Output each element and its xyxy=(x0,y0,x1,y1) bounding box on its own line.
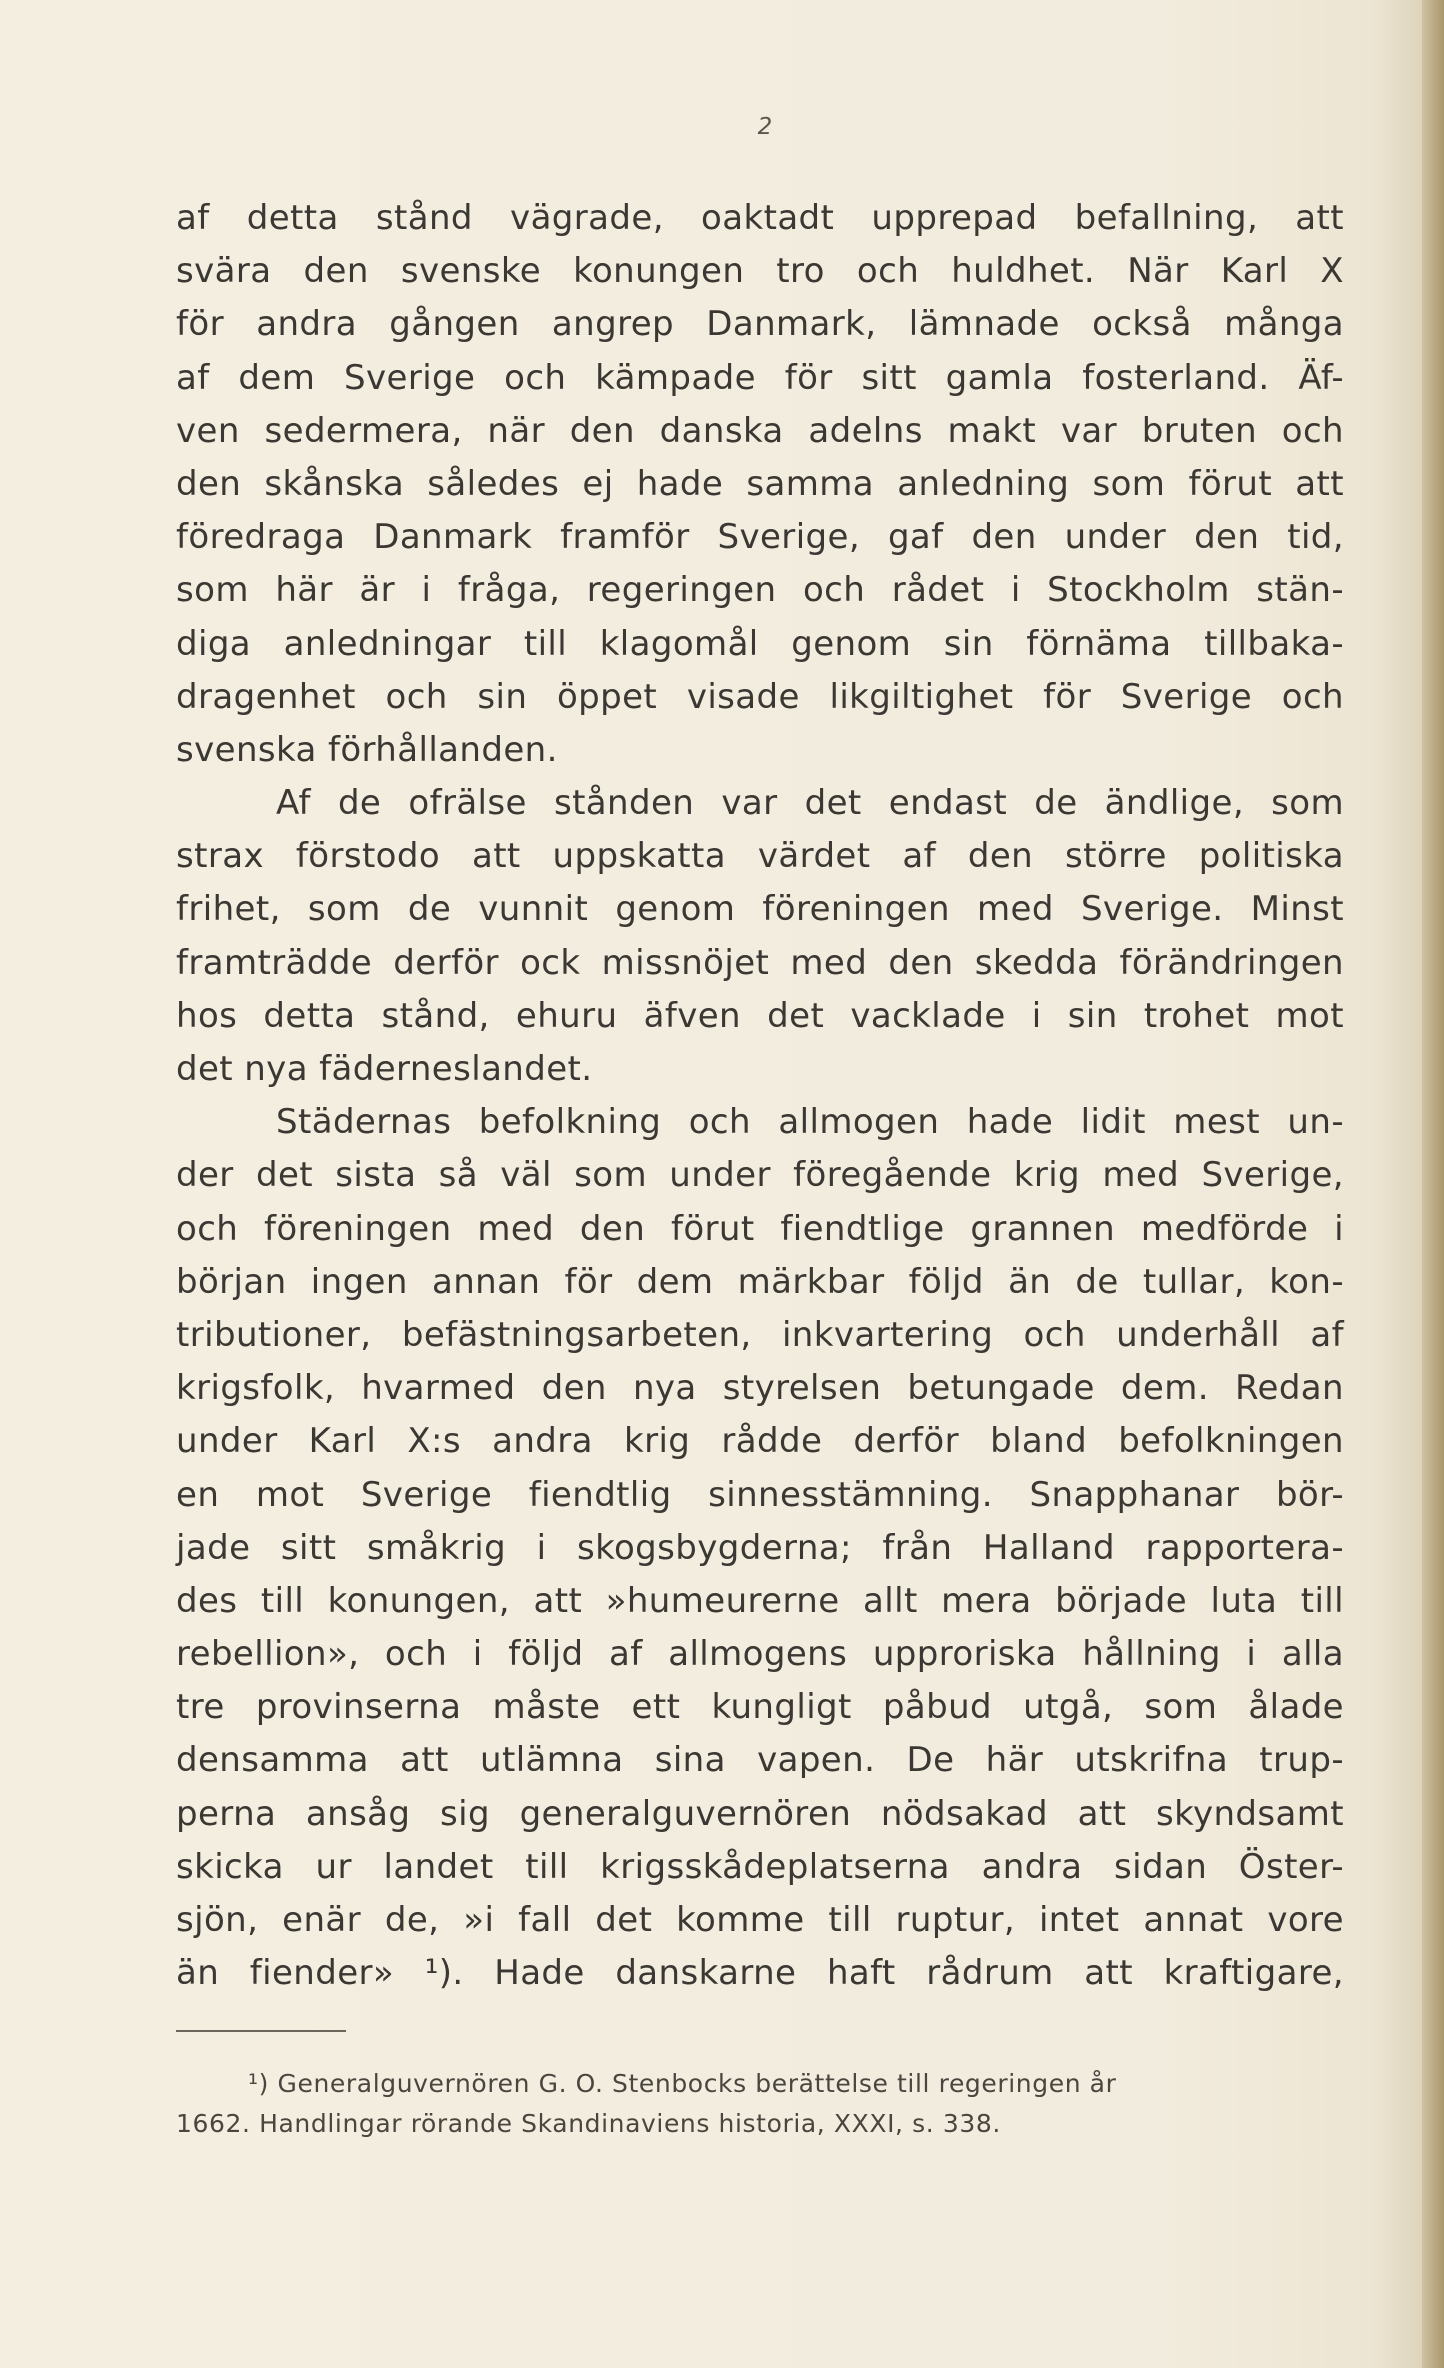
text-line: strax förstodo att uppskatta värdet af den större politiska xyxy=(176,836,1344,877)
text-line: dragenhet och sin öppet visade likgiltighet för Sverige och xyxy=(176,676,1344,717)
text-line: tributioner, befästningsarbeten, inkvartering och underhåll af xyxy=(176,1314,1344,1355)
text-line: framträdde derför ock missnöjet med den skedda förändringen xyxy=(176,942,1344,983)
text-line: under Karl X:s andra krig rådde derför bland befolkningen xyxy=(176,1421,1344,1462)
text-line: jade sitt småkrig i skogsbygderna; från Halland rapportera- xyxy=(176,1527,1344,1568)
text-line: densamma att utlämna sina vapen. De här utskrifna trup- xyxy=(176,1740,1344,1781)
text-line: frihet, som de vunnit genom föreningen med Sverige. Minst xyxy=(176,889,1344,930)
text-line: ven sedermera, när den danska adelns makt var bruten och xyxy=(176,410,1344,451)
footnote-line: ¹) Generalguvernören G. O. Stenbocks berättelse till regeringen år xyxy=(248,2069,1117,2098)
text-line: början ingen annan för dem märkbar följd än de tullar, kon- xyxy=(176,1261,1344,1302)
text-line: och föreningen med den förut fiendtlige grannen medförde i xyxy=(176,1208,1344,1249)
text-line: perna ansåg sig generalguvernören nödsakad att skyndsamt xyxy=(176,1793,1344,1834)
page-binding-edge xyxy=(1422,0,1444,2368)
footnote xyxy=(176,2064,1344,2144)
text-line: hos detta stånd, ehuru äfven det vacklade i sin trohet mot xyxy=(176,995,1344,1036)
text-line: diga anledningar till klagomål genom sin förnäma tillbaka- xyxy=(176,623,1344,664)
text-line: Af de ofrälse stånden var det endast de ändlige, som xyxy=(276,783,1344,824)
text-line: en mot Sverige fiendtlig sinnesstämning. Snapphanar bör- xyxy=(176,1474,1344,1515)
text-line: sjön, enär de, »i fall det komme till ruptur, intet annat vore xyxy=(176,1900,1344,1940)
text-line: skicka ur landet till krigsskådeplatserna andra sidan Öster- xyxy=(176,1846,1344,1887)
text-line: svenska förhållanden. xyxy=(176,729,558,770)
text-line: krigsfolk, hvarmed den nya styrelsen betungade dem. Redan xyxy=(176,1368,1344,1409)
text-line: der det sista så väl som under föregående krig med Sverige, xyxy=(176,1155,1344,1196)
text-line: svära den svenske konungen tro och huldhet. När Karl X xyxy=(176,251,1344,292)
page-number: 2 xyxy=(757,114,773,140)
text-line: af dem Sverige och kämpade för sitt gamla fosterland. Äf- xyxy=(176,357,1344,398)
text-line: som här är i fråga, regeringen och rådet i Stockholm stän- xyxy=(176,570,1344,611)
text-line: tre provinserna måste ett kungligt påbud utgå, som ålade xyxy=(176,1687,1344,1728)
body-text xyxy=(176,192,1344,2000)
footnote-divider xyxy=(176,2030,346,2032)
footnote-line: 1662. Handlingar rörande Skandinaviens historia, XXXI, s. 338. xyxy=(176,2109,1001,2138)
text-line: Städernas befolkning och allmogen hade lidit mest un- xyxy=(276,1102,1344,1143)
text-line: föredraga Danmark framför Sverige, gaf den under den tid, xyxy=(176,517,1344,558)
text-line: af detta stånd vägrade, oaktadt upprepad befallning, att xyxy=(176,198,1344,238)
text-line: det nya fäderneslandet. xyxy=(176,1049,593,1089)
text-line: des till konungen, att »humeurerne allt mera började luta till xyxy=(176,1580,1344,1621)
text-line: än fiender» ¹). Hade danskarne haft rådrum att kraftigare, xyxy=(176,1953,1344,1994)
text-line: den skånska således ej hade samma anledning som förut att xyxy=(176,463,1344,504)
text-line: för andra gången angrep Danmark, lämnade också många xyxy=(176,304,1344,345)
text-line: rebellion», och i följd af allmogens upproriska hållning i alla xyxy=(176,1634,1344,1675)
